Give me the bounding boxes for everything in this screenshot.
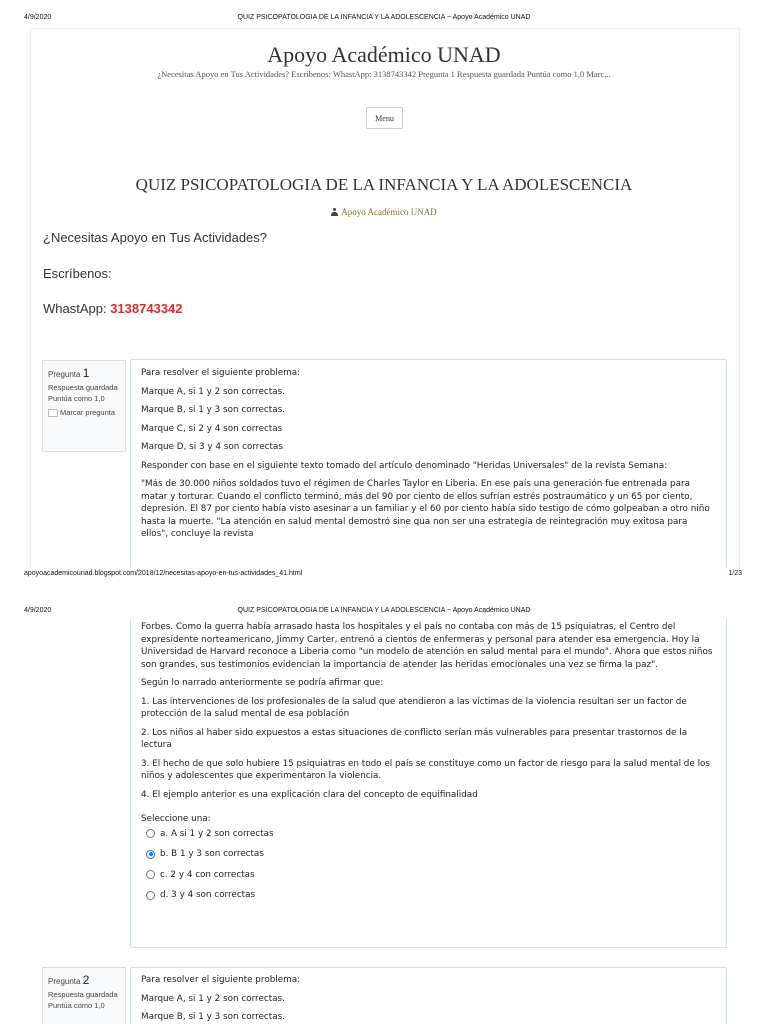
question-score: Puntúa como 1,0 [48,394,105,404]
print-doc-title: QUIZ PSICOPATOLOGIA DE LA INFANCIA Y LA ADOLESCENCIA ~ Apoyo Académico UNAD [237,607,531,614]
question-number: Pregunta 1 [48,366,90,380]
blog-title[interactable]: Apoyo Académico UNAD [267,42,501,67]
answer-options [141,828,716,902]
question-content [130,359,727,569]
question-text-line: Marque C, si 2 y 4 son correctas [141,423,283,434]
question-text-line: Según lo narrado anteriormente se podría afirmar que: [141,678,384,688]
question-text-line: Marque A, si 1 y 2 son correctas. [141,993,285,1004]
print-doc-title: QUIZ PSICOPATOLOGIA DE LA INFANCIA Y LA ADOLESCENCIA ~ Apoyo Académico UNAD [237,14,531,21]
question-text-line: 4. El ejemplo anterior es una explicación clara del concepto de equifinalidad [141,789,478,800]
intro-write: Escríbenos: [43,266,112,281]
print-url[interactable]: apoyoacademicounad.blogspot.com/2018/12/necesitas-apoyo-en-tus-actividades_41.html [24,570,303,577]
blog-description: ¿Necesitas Apoyo en Tus Actividades? Escríbenos: WhastApp: 3138743342 Pregunta 1 Respuesta guardada Puntúa como 1,0 Marc... [157,69,611,79]
print-date: 4/9/2020 [24,14,52,21]
answer-option-label: a. A si 1 y 2 son correctas [160,828,274,839]
question-text-line: 3. El hecho de que solo hubiere 15 psiquiatras en todo el país se constituye como un factor de riesgo para la salud mental de los niños y adolescentes que experimentaron la violencia. [141,758,711,781]
whatsapp-label: WhastApp: [43,301,111,316]
radio-icon[interactable] [146,870,155,879]
user-icon [331,208,338,216]
radio-checked-icon[interactable] [146,850,155,859]
answer-option-b[interactable] [146,848,716,861]
flag-question[interactable] [48,408,120,417]
print-date: 4/9/2020 [24,607,52,614]
question-text-line: Marque B, si 1 y 3 son correctas. [141,405,285,415]
post-author[interactable] [0,207,768,217]
select-one-label: Seleccione una: [141,814,211,824]
answer-option-d[interactable] [146,889,716,902]
radio-icon[interactable] [146,829,155,838]
whatsapp-number: 3138743342 [110,301,183,316]
menu-button[interactable]: Menu [366,107,403,129]
question-score: Puntúa como 1,0 [48,1001,105,1011]
question-info [42,360,126,452]
print-footer [0,570,768,582]
question-text-line: "Más de 30.000 niños soldados tuvo el régimen de Charles Taylor en Liberia. En ese país una generación fue entrenada para matar y torturar. Cuando el conflicto terminó, más del 90 por ciento de ellos sufrían estrés postraumático y un 65 por ciento, depresión. El 87 por ciento había visto asesinar a un familiar y el 60 por ciento había sido testigo de cómo golpeaban a otro niño hasta la muerte. "La atención en salud mental demostró sine qua non ser una estrategia de reintegración muy exitosa para ellos", concluye la revista [141,479,710,539]
answer-option-label: d. 3 y 4 son correctas [160,890,256,900]
post-author-name: Apoyo Académico UNAD [341,207,437,217]
answer-option-label: c. 2 y 4 con correctas [160,869,255,880]
question-status: Respuesta guardada [48,990,118,999]
answer-option-c[interactable] [146,869,716,882]
radio-icon[interactable] [146,891,155,900]
question-text-line: Marque A, si 1 y 2 son correctas. [141,386,285,397]
question-info [42,967,126,1024]
question-text-line: Para resolver el siguiente problema: [141,975,301,985]
question-number: Pregunta 2 [48,973,90,987]
answer-option-a[interactable] [146,828,716,841]
question-text-line: Marque B, si 1 y 3 son correctas. [141,1012,285,1022]
question-content [130,618,727,948]
question-content [130,967,727,1024]
answer-option-label: b. B 1 y 3 son correctas [160,849,264,859]
question-text-line: Responder con base en el siguiente texto tomado del artículo denominado "Heridas Universales" de la revista Semana: [141,460,668,471]
question-status: Respuesta guardada [48,383,118,392]
print-header [0,14,768,28]
intro-question: ¿Necesitas Apoyo en Tus Actividades? [43,230,268,245]
question-text-line: Forbes. Como la guerra había arrasado hasta los hospitales y el país no contaba con más de 15 psiquiatras, el Centro del expresidente norteamericano, Jimmy Carter, entrenó a cientos de enfermeras y personal para atender esa emergencia. Hoy la Universidad de Harvard reconoce a Liberia como "un modelo de atención en salud mental para el mundo". Ahora que estos niños son grandes, sus testimonios evidencian la importancia de atender las heridas emocionales una vez se firma la paz". [141,622,713,670]
print-page-number: 1/23 [728,570,742,577]
question-text-line: Para resolver el siguiente problema: [141,368,301,378]
post-title[interactable]: QUIZ PSICOPATOLOGIA DE LA INFANCIA Y LA ADOLESCENCIA [135,175,633,194]
question-text-line: 2. Los niños al haber sido expuestos a estas situaciones de conflicto serían más vulnerables para presentar trastornos de la lectura [141,727,688,750]
flag-question-label: Marcar pregunta [60,407,116,417]
intro-whatsapp [43,301,183,316]
flag-icon[interactable] [48,409,58,417]
question-text-line: Marque D, si 3 y 4 son correctas [141,442,283,452]
question-text-line: 1. Las intervenciones de los profesionales de la salud que atendieron a las víctimas de la violencia resultan ser un factor de protección de la salud mental de esa población [141,696,687,719]
